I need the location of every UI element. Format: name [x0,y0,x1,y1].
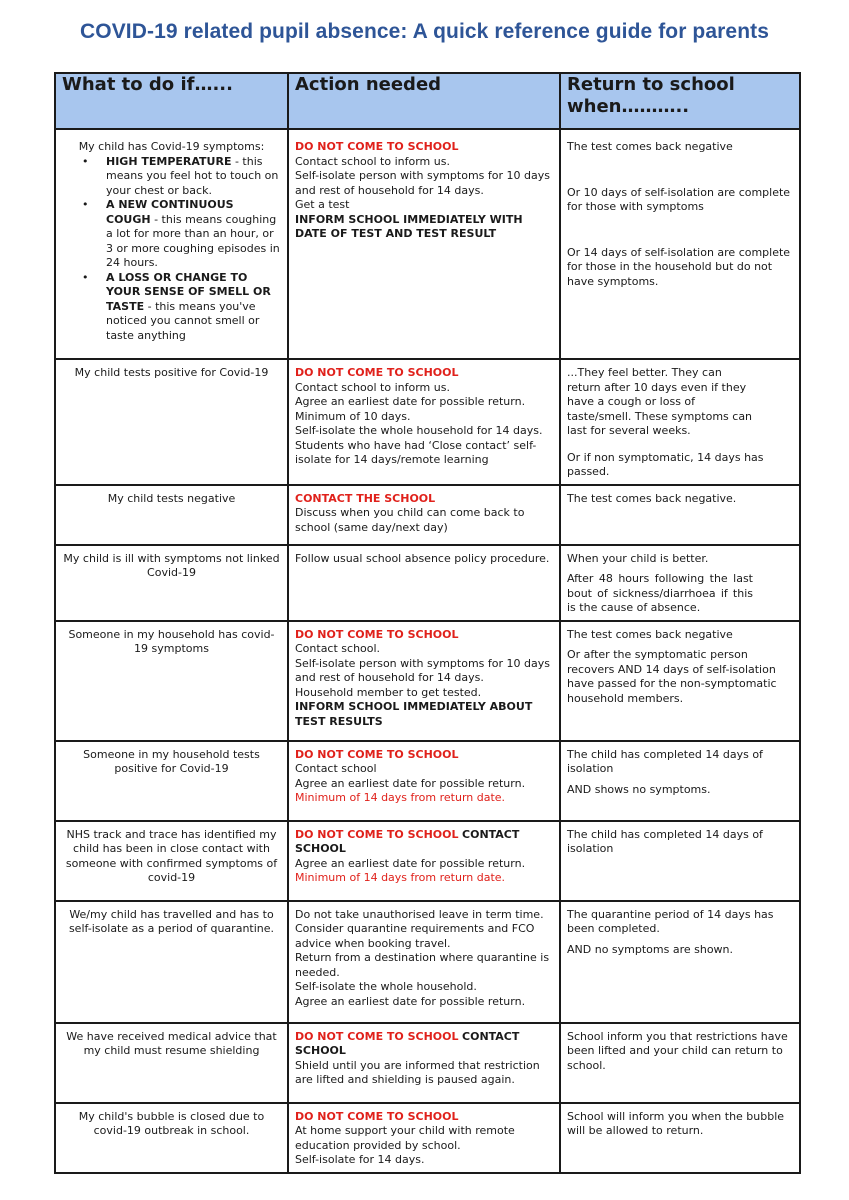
action-line: Agree an earliest date for possible return. [295,776,526,790]
table-row [55,359,800,485]
action-cell [288,901,560,1023]
action-cell [288,359,560,485]
return-cell [560,545,800,621]
return-cell [560,1023,800,1103]
action-line: Self-isolate person with symptoms for 10 days and rest of household for 14 days. [295,656,550,684]
action-line: Contact school to inform us. [295,154,450,168]
situation-cell: My child is ill with symptoms not linked Covid-19 [55,545,288,621]
situation-text: My child has Covid-19 symptoms: [78,140,265,153]
header-return-to-school: Return to school when……….. [560,73,800,129]
action-line: Self-isolate person with symptoms for 10 days and rest of household for 14 days. [295,169,550,197]
action-line: Minimum of 10 days. [295,409,411,423]
situation-cell: NHS track and trace has identified my child has been in close contact with someone with confirmed symptoms of covid-19 [55,821,288,901]
return-line: Or 14 days of self-isolation are complete for those in the household but do not have symptoms. [567,245,791,288]
action-line: Agree an earliest date for possible return. [295,395,526,408]
return-line: School will inform you when the bubble will be allowed to return. [567,1109,785,1137]
situation-cell [55,129,288,359]
warning-text: DO NOT COME TO SCHOOL [295,627,459,641]
action-line: Self-isolate the whole household. [295,980,477,993]
warning-text: DO NOT COME TO SCHOOL [295,827,459,841]
action-heading [295,1030,553,1059]
warning-text: DO NOT COME TO SCHOOL [295,1109,459,1123]
return-line: The child has completed 14 days of isolation [567,747,763,775]
return-line: The child has completed 14 days of isolation [567,827,763,855]
return-cell [560,129,800,359]
warning-text: CONTACT THE SCHOOL [295,491,436,505]
return-line: The test comes back negative [567,627,733,641]
return-cell [560,1103,800,1173]
action-line: Contact school. [295,642,381,655]
return-cell [560,485,800,545]
warning-text: DO NOT COME TO SCHOOL [295,366,459,379]
return-line: School inform you that restrictions have been lifted and your child can return to school. [567,1029,788,1072]
situation-cell: We/my child has travelled and has to self-isolate as a period of quarantine. [55,901,288,1023]
action-cell [288,129,560,359]
table-row [55,821,800,901]
return-line: Or if non symptomatic, 14 days has passed. [567,450,764,478]
table-row [55,545,800,621]
action-cell [288,485,560,545]
action-line: Contact school [295,762,377,775]
list-item: • A LOSS OR CHANGE TO YOUR SENSE OF SMELL OR TASTE - this means you've noticed you cannot smell or taste anything [106,271,281,344]
return-cell [560,821,800,901]
table-row [55,901,800,1023]
header-row [55,73,800,129]
action-line: Get a test [295,198,350,211]
action-line: Discuss when you child can come back to school (same day/next day) [295,506,525,534]
action-line: Follow usual school absence policy procedure. [295,551,550,565]
action-line: Agree an earliest date for possible return. [295,994,526,1008]
action-emphasis: INFORM SCHOOL IMMEDIATELY ABOUT TEST RESULTS [295,700,533,728]
return-cell [560,621,800,741]
list-item: • HIGH TEMPERATURE - this means you feel hot to touch on your chest or back. [106,155,281,199]
action-line: Do not take unauthorised leave in term time. [295,907,544,921]
list-item: • A NEW CONTINUOUS COUGH - this means coughing a lot for more than an hour, or 3 or more coughing episodes in 24 hours. [106,198,281,271]
warning-text: DO NOT COME TO SCHOOL [295,140,459,153]
return-line: AND no symptoms are shown. [567,942,734,956]
table-row [55,1103,800,1173]
page-title: COVID-19 related pupil absence: A quick reference guide for parents [80,20,769,43]
contact-school-text: CONTACT SCHOOL [295,827,520,855]
return-line: Or 10 days of self-isolation are complete for those with symptoms [567,185,791,213]
table-row [55,485,800,545]
action-cell [288,1023,560,1103]
return-cell [560,901,800,1023]
return-line: ...They feel better. They can return after 10 days even if they have a cough or loss of taste/smell. These symptoms can last for several weeks. [567,366,753,437]
action-line: Self-isolate the whole household for 14 days. [295,424,543,437]
situation-cell: Someone in my household has covid-19 symptoms [55,621,288,741]
situation-cell: My child's bubble is closed due to covid-19 outbreak in school. [55,1103,288,1173]
action-cell [288,545,560,621]
symptom-list [62,155,281,344]
situation-cell: My child tests positive for Covid-19 [55,359,288,485]
situation-cell: We have received medical advice that my child must resume shielding [55,1023,288,1103]
return-cell [560,741,800,821]
return-line: The test comes back negative. [567,491,737,505]
action-heading [295,828,553,857]
action-line: Consider quarantine requirements and FCO advice when booking travel. [295,922,535,950]
table-row [55,1023,800,1103]
action-line: Return from a destination where quarantine is needed. [295,951,550,979]
header-action-needed: Action needed [288,73,560,129]
action-cell [288,741,560,821]
action-line: At home support your child with remote education provided by school. [295,1124,515,1152]
action-line: Contact school to inform us. [295,380,450,394]
contact-school-text: CONTACT SCHOOL [295,1029,520,1057]
action-cell [288,821,560,901]
action-emphasis: INFORM SCHOOL IMMEDIATELY WITH DATE OF TEST AND TEST RESULT [295,212,523,240]
situation-cell: Someone in my household tests positive for Covid-19 [55,741,288,821]
action-cell [288,1103,560,1173]
return-line: When your child is better. [567,551,709,565]
action-line: Agree an earliest date for possible return. [295,856,526,870]
return-line: After 48 hours following the last bout of sickness/diarrhoea if this is the cause of absence. [567,572,753,614]
action-line: Students who have had ‘Close contact’ self-isolate for 14 days/remote learning [295,438,537,466]
return-cell [560,359,800,485]
warning-text: DO NOT COME TO SCHOOL [295,1029,459,1043]
action-line: Shield until you are informed that restriction are lifted and shielding is paused again. [295,1058,540,1086]
table-row [55,621,800,741]
situation-cell: My child tests negative [55,485,288,545]
table-row [55,129,800,359]
action-cell [288,621,560,741]
header-what-to-do: What to do if…... [55,73,288,129]
absence-guide-table [54,72,801,1174]
return-line: AND shows no symptoms. [567,782,711,796]
action-line: Self-isolate for 14 days. [295,1153,425,1166]
return-line: The quarantine period of 14 days has been completed. [567,907,774,935]
table-row [55,741,800,821]
return-line: The test comes back negative [567,140,733,153]
minimum-days-note: Minimum of 14 days from return date. [295,871,506,884]
minimum-days-note: Minimum of 14 days from return date. [295,791,506,804]
return-line: Or after the symptomatic person recovers AND 14 days of self-isolation have passed for the non-symptomatic household members. [567,648,777,705]
warning-text: DO NOT COME TO SCHOOL [295,747,459,761]
action-line: Household member to get tested. [295,685,482,699]
